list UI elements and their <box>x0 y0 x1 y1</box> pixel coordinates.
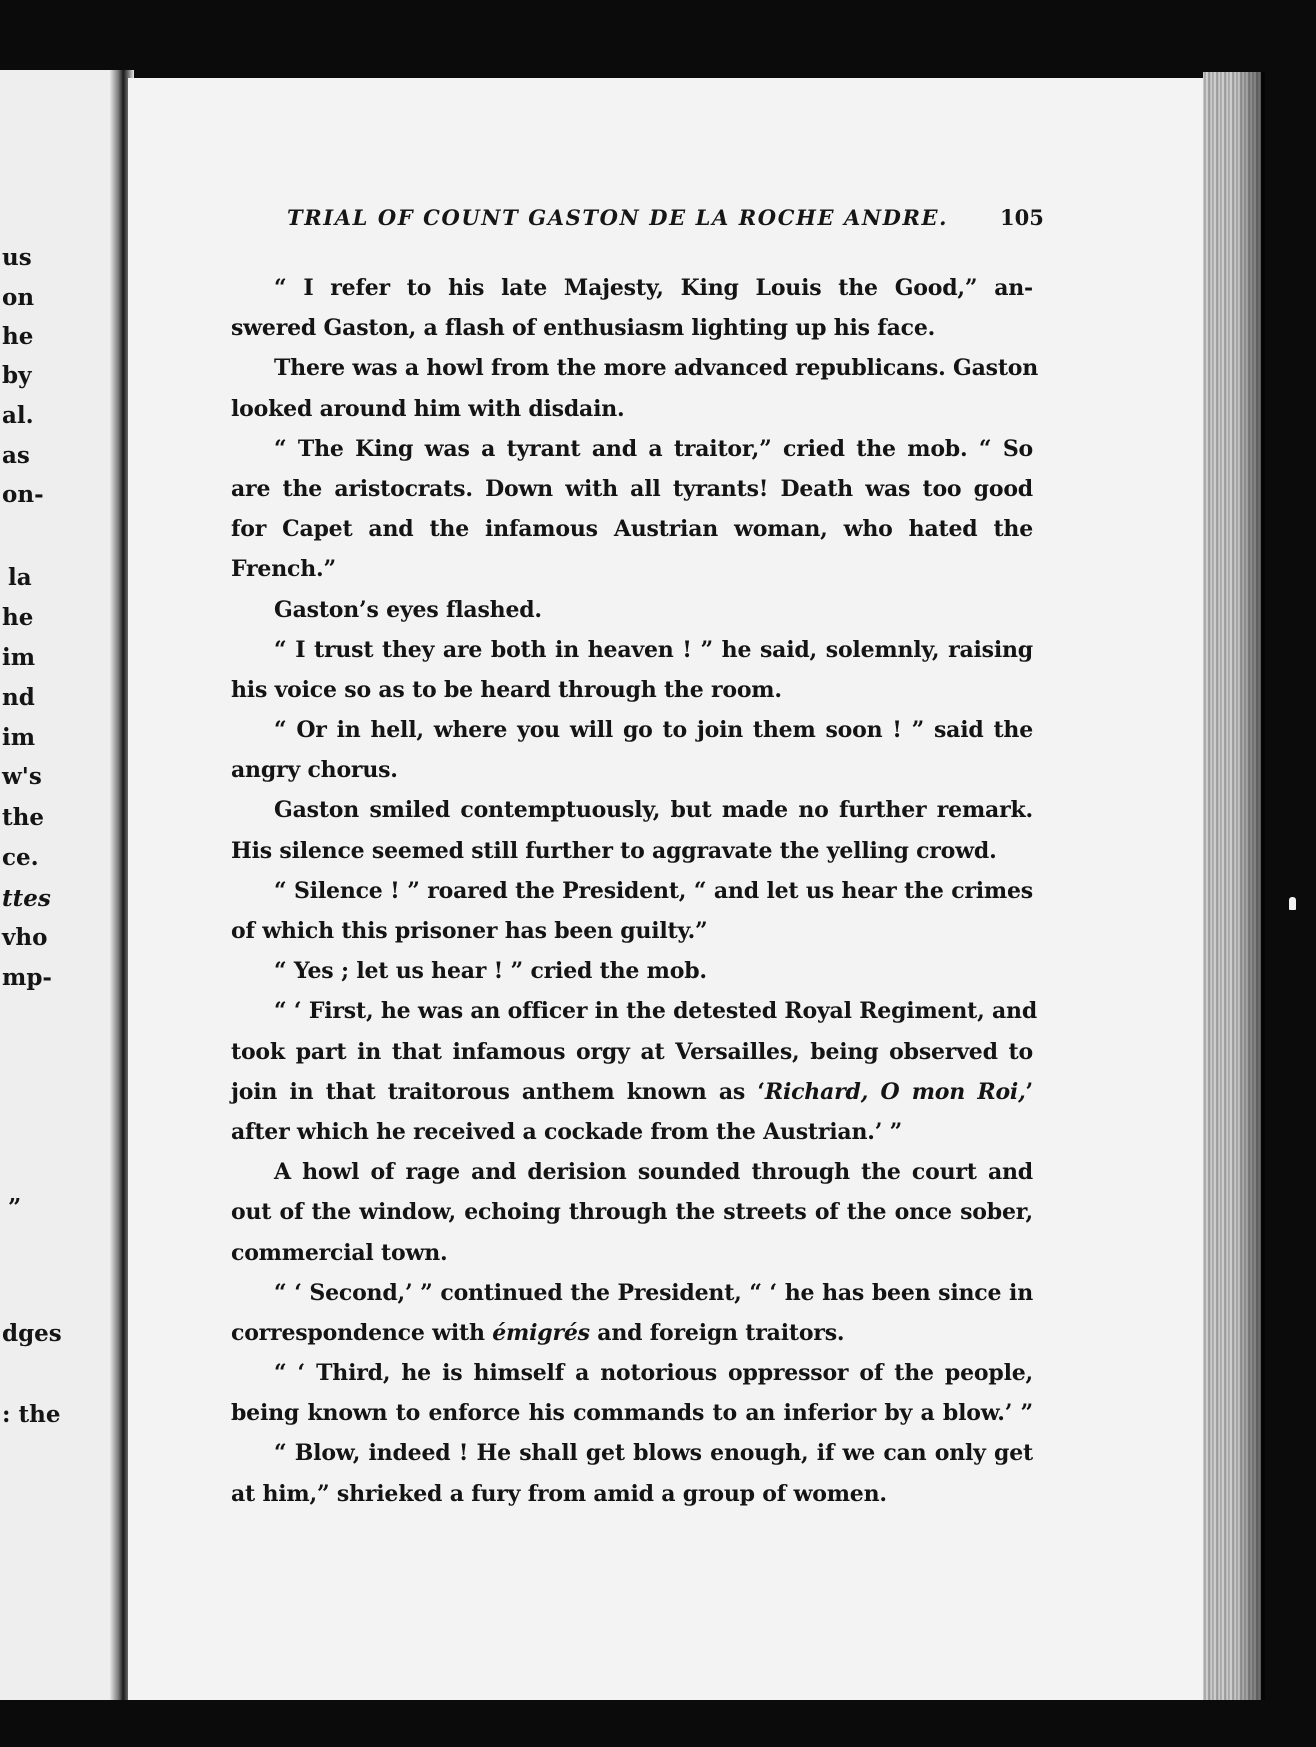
text-line: French.” <box>231 556 336 583</box>
text-line: Gaston smiled contemptuously, but made no further remark. <box>274 797 1033 824</box>
text-line: swered Gaston, a flash of enthusiasm lighting up his face. <box>231 315 936 342</box>
page-number: 105 <box>1000 205 1044 230</box>
text-line: being known to enforce his commands to an inferior by a blow.’ ” <box>231 1400 1033 1427</box>
page-body <box>231 268 1039 1514</box>
text-line: of which this prisoner has been guilty.” <box>231 918 708 944</box>
text-line: took part in that infamous orgy at Versailles, being observed to <box>231 1038 1033 1065</box>
text-segment: and foreign traitors. <box>597 1319 845 1346</box>
fragment: : the <box>2 1401 61 1428</box>
fragment: dges <box>2 1320 62 1347</box>
fragment: us <box>2 244 32 271</box>
text-segment: join in that traitorous anthem known as <box>231 1078 746 1105</box>
fragment: vho <box>2 924 48 951</box>
text-line: “ ‘ First, he was an officer in the detested Royal Regiment, and <box>274 998 1038 1025</box>
text-line: “ ‘ Third, he is himself a notorious oppressor of the people, <box>274 1360 1033 1387</box>
text-line: for Capet and the infamous Austrian woman, who hated the <box>231 516 1033 543</box>
fragment: he <box>2 323 34 350</box>
text-line: His silence seemed still further to aggravate the yelling crowd. <box>231 837 997 864</box>
text-line: are the aristocrats. Down with all tyrants! Death was too good <box>231 475 1033 502</box>
fragment: al. <box>2 402 34 429</box>
fragment: he <box>2 604 34 631</box>
text-line: “ I trust they are both in heaven ! ” he said, solemnly, raising <box>274 636 1033 663</box>
text-line: A howl of rage and derision sounded through the court and <box>274 1159 1033 1186</box>
italic-word: émigrés <box>492 1319 590 1346</box>
fragment: by <box>2 362 32 389</box>
fragment: ttes <box>2 885 51 912</box>
text-line: “ Silence ! ” roared the President, “ and let us hear the crimes <box>274 877 1033 904</box>
text-line: at him,” shrieked a fury from amid a group of women. <box>231 1480 887 1507</box>
text-line: “ Or in hell, where you will go to join them soon ! ” said the <box>274 717 1033 744</box>
text-line: “ Yes ; let us hear ! ” cried the mob. <box>274 958 707 985</box>
fragment: ce. <box>2 844 39 871</box>
bottom-shadow <box>0 1700 1316 1747</box>
text-line: looked around him with disdain. <box>231 395 625 422</box>
fragment: ” <box>8 1194 22 1221</box>
text-line: out of the window, echoing through the streets of the once sober, <box>231 1199 1033 1226</box>
text-line: Gaston’s eyes flashed. <box>274 596 542 623</box>
text-line: “ The King was a tyrant and a traitor,” cried the mob. “ So <box>274 435 1033 462</box>
fragment: on <box>2 284 35 311</box>
text-segment: correspondence with <box>231 1319 485 1346</box>
text-line: “ I refer to his late Majesty, King Louis the Good,” an- <box>274 275 1033 301</box>
text-line: There was a howl from the more advanced republicans. Gaston <box>274 355 1039 382</box>
text-line: “ ‘ Second,’ ” continued the President, “ ‘ he has been since in <box>274 1279 1033 1306</box>
text-line: commercial town. <box>231 1239 448 1266</box>
edge-mark <box>1289 897 1296 910</box>
fragment: nd <box>2 684 35 711</box>
fragment: im <box>2 724 36 751</box>
previous-page-text-fragments <box>0 0 110 1747</box>
text-line: his voice so as to be heard through the room. <box>231 676 782 703</box>
page-edge-shadow <box>1235 72 1265 1712</box>
text-line-with-italic: join in that traitorous anthem known as ‘Richard, O mon Roi,’ <box>231 1078 1034 1105</box>
running-title: TRIAL OF COUNT GASTON DE LA ROCHE ANDRE. <box>287 205 949 230</box>
text-line: after which he received a cockade from the Austrian.’ ” <box>231 1118 903 1145</box>
fragment: la <box>8 564 32 591</box>
fragment: on- <box>2 481 44 508</box>
text-line: “ Blow, indeed ! He shall get blows enough, if we can only get <box>274 1440 1033 1467</box>
italic-title: Richard, O mon Roi, <box>764 1078 1026 1105</box>
fragment: as <box>2 442 30 469</box>
fragment: im <box>2 644 36 671</box>
fragment: mp- <box>2 964 52 991</box>
text-line: angry chorus. <box>231 757 398 784</box>
fragment: the <box>2 804 44 831</box>
fragment: w's <box>2 763 42 790</box>
text-line-with-italic <box>231 1313 1033 1353</box>
